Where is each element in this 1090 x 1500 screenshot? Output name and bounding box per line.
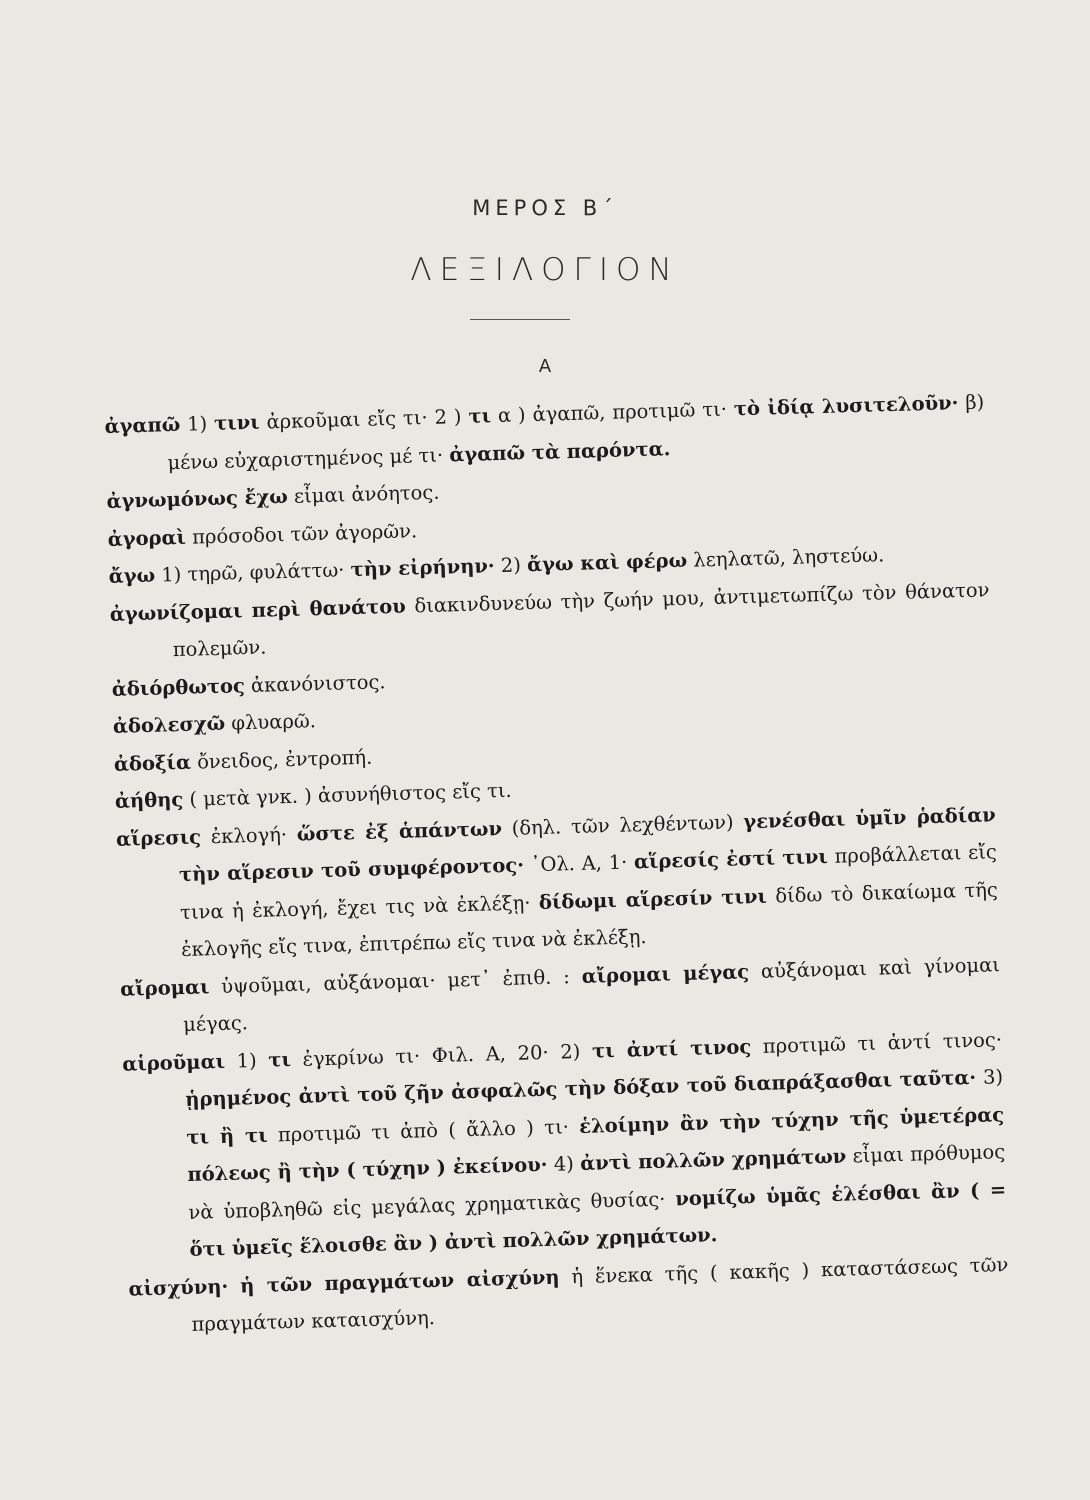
lexicon-entry: [116, 796, 1000, 971]
entry-gloss: 1): [179, 411, 215, 436]
entry-phrase: νομίζω ὑμᾶς ἑλέσθαι ἂν ( = ὅτι ὑμεῖς ἕλοισθε ἂν ) ἀντὶ πολλῶν χρημάτων.: [189, 1177, 1007, 1261]
entry-phrase: τι: [468, 404, 492, 428]
entry-gloss: ( μετὰ γνκ. ) ἀσυνήθιστος εἴς τι.: [182, 778, 512, 811]
entry-gloss: ἡ ἕνεκα τῆς ( κακῆς ) καταστάσεως τῶν πραγμάτων καταισχύνη.: [191, 1252, 1009, 1336]
entry-headword: ἀγοραὶ: [107, 525, 187, 551]
entry-phrase: ἡ τῶν πραγμάτων αἰσχύνη: [239, 1265, 560, 1298]
entry-phrase: αἵρεσίς ἐστί τινι: [633, 844, 829, 874]
entry-gloss: 3): [975, 1065, 1004, 1089]
lexicon-entry: [122, 1021, 1008, 1270]
entry-phrase: τι ἀντί τινος: [591, 1034, 752, 1063]
entry-phrase: τὸ ἰδίᾳ λυσιτελοῦν·: [733, 391, 959, 421]
entry-gloss: προτιμῶ τι ἀντί τινος·: [750, 1027, 1003, 1058]
entry-gloss: δίδω τὸ δικαίωμα τῆς ἐκλογῆς εἴς τινα, ἐπιτρέπω εἴς τινα νὰ ἐκλέξῃ.: [180, 877, 999, 962]
entry-phrase: ἄγω καὶ φέρω: [526, 548, 688, 577]
entry-gloss: φλυαρῶ.: [224, 709, 317, 735]
entry-phrase: ᾑρημένος ἀντὶ τοῦ ζῆν ἀσφαλῶς τὴν δόξαν τοῦ διαπράξασθαι ταῦτα·: [185, 1065, 977, 1111]
entry-phrase: τι ἢ τι: [186, 1123, 268, 1149]
entry-headword: ἀγαπῶ: [104, 412, 181, 438]
entry-headword: ἀγνωμόνως ἔχω: [106, 484, 289, 513]
entry-headword: αἱροῦμαι: [121, 1049, 226, 1076]
entry-gloss: [228, 1274, 241, 1297]
entry-headword: αἵρεσις: [115, 824, 202, 851]
entry-gloss: 4): [547, 1152, 581, 1176]
entry-gloss: διακινδυνεύω τὴν ζωήν μου, ἀντιμετωπίζω τὸν θάνατον πολεμῶν.: [172, 577, 990, 662]
entry-headword: ἀγωνίζομαι περὶ θανάτου: [109, 594, 407, 626]
entry-gloss: (δηλ. τῶν λεχθέντων): [501, 809, 744, 840]
entry-gloss: λεηλατῶ, ληστεύω.: [686, 543, 885, 572]
entry-gloss: 1) τηρῶ, φυλάττω·: [154, 558, 351, 587]
entry-headword: ἀδιόρθωτος: [111, 673, 246, 701]
entry-headword: ἀήθης: [114, 787, 184, 813]
entry-gloss: β) μένω εὐχαριστημένος μέ τι·: [167, 390, 985, 474]
entry-phrase: τι: [268, 1047, 292, 1072]
entry-gloss: προβάλλεται εἴς τινα ἡ ἐκλογή, ἔχει τις νὰ ἐκλέξῃ·: [179, 840, 998, 924]
entry-gloss: εἶμαι ἀνόητος.: [287, 480, 440, 508]
entry-headword: αἴρομαι: [119, 974, 210, 1001]
entry-headword: αἰσχύνη·: [128, 1274, 229, 1301]
entry-gloss: α ) ἀγαπῶ, προτιμῶ τι·: [490, 397, 735, 428]
entry-gloss: ἐγκρίνω τι· Φιλ. Α, 20· 2): [290, 1039, 593, 1071]
entry-phrase: δίδωμι αἵρεσίν τινι: [538, 884, 768, 914]
entry-gloss: αὐξάνομαι καὶ γίνομαι μέγας.: [182, 952, 1001, 1037]
entry-gloss: προτιμῶ τι ἀπὸ ( ἄλλο ) τι·: [267, 1114, 580, 1147]
entry-gloss: πρόσοδοι τῶν ἀγορῶν.: [185, 518, 418, 549]
entry-gloss: εἶμαι πρόθυμος νὰ ὑποβληθῶ εἰς μεγάλας χρηματικὰς θυσίας·: [188, 1140, 1006, 1224]
entry-phrase: τινι: [213, 410, 260, 435]
entry-gloss: ἀρκοῦμαι εἴς τι· 2 ): [259, 404, 469, 434]
section-letter: Α: [538, 356, 552, 377]
lexicon-entries: [104, 383, 1010, 1345]
entry-phrase: τὴν εἰρήνην·: [350, 554, 495, 582]
entry-headword: ἄγω: [108, 563, 156, 588]
entry-phrase: γενέσθαι ὑμῖν ῥαδίαν τὴν αἵρεσιν τοῦ συμφέροντος·: [178, 802, 996, 887]
entry-phrase: ἀντὶ πολλῶν χρημάτων: [579, 1144, 847, 1175]
title-divider: [470, 319, 570, 320]
entry-gloss: ἐκλογή·: [200, 822, 298, 848]
part-title: ΜΕΡΟΣ Β΄: [472, 196, 618, 220]
entry-phrase: ὥστε ἐξ ἁπάντων: [296, 816, 503, 846]
entry-gloss: 1): [224, 1048, 269, 1073]
entry-gloss: 2): [494, 553, 528, 578]
entry-gloss: ὄνειδος, ἐντροπή.: [190, 745, 373, 774]
entry-gloss: ᾽Ολ. Α, 1·: [523, 850, 635, 877]
entry-gloss: ἀκανόνιστος.: [244, 669, 386, 697]
entry-phrase: ἀγαπῶ τὰ παρόντα.: [448, 436, 671, 466]
entry-phrase: ἑλοίμην ἂν τὴν τύχην τῆς ὑμετέρας πόλεως ἢ τὴν ( τύχην ) ἐκείνου·: [187, 1102, 1005, 1186]
entry-headword: ἀδοξία: [113, 750, 192, 776]
entry-gloss: ὑψοῦμαι, αὐξάνομαι· μετ᾽ ἐπιθ. :: [209, 964, 582, 998]
entry-headword: ἀδολεσχῶ: [112, 711, 226, 738]
lexicon-title: ΛΕΞΙΛΟΓΙΟΝ: [410, 252, 680, 288]
entry-phrase: αἴρομαι μέγας: [581, 959, 750, 988]
